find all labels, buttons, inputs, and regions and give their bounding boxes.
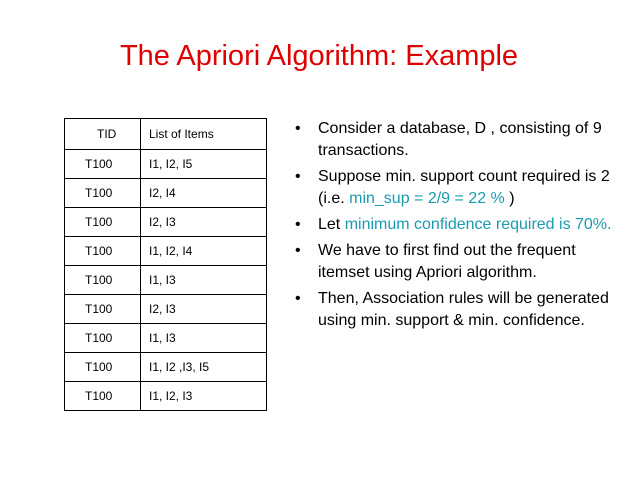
bullet-dot-icon: •: [295, 168, 301, 185]
tid-cell: T100: [65, 295, 141, 324]
bullet-text: Let: [318, 216, 345, 233]
tid-cell: T100: [65, 237, 141, 266]
items-cell: I2, I3: [141, 295, 267, 324]
bullet-text: We have to first find out the frequent itemset using Apriori algorithm.: [318, 242, 576, 281]
items-cell: I1, I3: [141, 266, 267, 295]
table-row: [65, 382, 267, 411]
bullet-dot-icon: •: [295, 290, 301, 307]
bullet-text: Suppose min. support count required is 2 (i.e.: [318, 168, 610, 207]
bullet-list: [294, 118, 624, 336]
tid-cell: T100: [65, 353, 141, 382]
items-cell: I1, I2, I4: [141, 237, 267, 266]
header-list-of-items: List of Items: [141, 119, 267, 150]
items-cell: I2, I3: [141, 208, 267, 237]
tid-cell: T100: [65, 382, 141, 411]
items-cell: I1, I3: [141, 324, 267, 353]
bullet-association-rules: [294, 288, 624, 332]
tid-cell: T100: [65, 208, 141, 237]
table-row: [65, 324, 267, 353]
bullet-dot-icon: •: [295, 120, 301, 137]
bullet-dot-icon: •: [295, 216, 301, 233]
bullet-text: Consider a database, D , consisting of 9 transactions.: [318, 120, 602, 159]
table-row: [65, 353, 267, 382]
tid-cell: T100: [65, 179, 141, 208]
table-row: [65, 208, 267, 237]
table-row: [65, 266, 267, 295]
bullet-min-support: [294, 166, 624, 210]
slide-title: The Apriori Algorithm: Example: [119, 40, 519, 72]
bullet-min-confidence: [294, 214, 624, 236]
items-cell: I1, I2 ,I3, I5: [141, 353, 267, 382]
table-row: [65, 237, 267, 266]
bullet-frequent-itemset: [294, 240, 624, 284]
min-confidence-highlight: minimum confidence required is 70%.: [344, 216, 612, 233]
header-tid: TID: [65, 119, 141, 150]
bullet-text-end: ): [504, 190, 515, 207]
tid-cell: T100: [65, 150, 141, 179]
min-sup-highlight: min_sup = 2/9 = 22 %: [349, 190, 505, 207]
table-header-row: [65, 119, 267, 150]
table-row: [65, 150, 267, 179]
bullet-text: Then, Association rules will be generated using min. support & min. confidence.: [318, 290, 609, 329]
bullet-dot-icon: •: [295, 242, 301, 259]
items-cell: I1, I2, I5: [141, 150, 267, 179]
table-row: [65, 179, 267, 208]
tid-cell: T100: [65, 266, 141, 295]
items-cell: I2, I4: [141, 179, 267, 208]
tid-cell: T100: [65, 324, 141, 353]
bullet-database: [294, 118, 624, 162]
transactions-table: [64, 118, 267, 411]
table-row: [65, 295, 267, 324]
items-cell: I1, I2, I3: [141, 382, 267, 411]
